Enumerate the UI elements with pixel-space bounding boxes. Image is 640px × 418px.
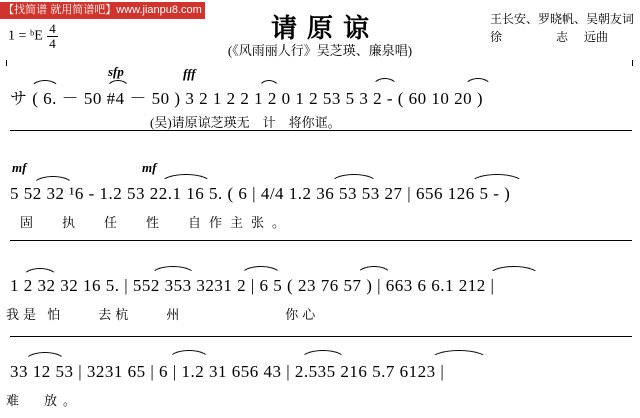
song-subtitle: (《风雨丽人行》吴芝瑛、廉泉唱) [227, 43, 413, 58]
page-title: 请原谅 [270, 14, 379, 43]
slur [24, 352, 66, 362]
site-watermark-banner: 【找简谱 就用简谱吧】www.jianpu8.com [0, 2, 205, 19]
key-signature-text: 1 = ᵇE [8, 28, 43, 44]
right-margin-rule [632, 60, 633, 66]
slur [488, 266, 540, 276]
composer-given: 志 [556, 30, 569, 44]
dynamic-sfp: sfp [108, 64, 124, 79]
slur [430, 350, 488, 360]
slur [356, 266, 392, 276]
lyrics-line-3: 我是 怕 去杭 州 你心 [6, 307, 320, 322]
music-system-3 [0, 262, 640, 322]
dynamic-mf-b: mf [142, 160, 157, 175]
lyrics-line-2: 固 执 任 性 自作主张。 [20, 215, 294, 230]
slur [300, 350, 346, 360]
slur [160, 174, 212, 184]
slur [470, 174, 524, 184]
lyrics-line-1: (吴)请原谅芝瑛无 计 将你诓。 [150, 115, 341, 130]
dynamic-fff: fff [183, 66, 196, 81]
music-system-2 [0, 160, 640, 230]
music-system-4 [0, 348, 640, 408]
credit-composer [490, 28, 634, 46]
slur [330, 174, 378, 184]
music-system-1 [0, 60, 640, 130]
slur [150, 266, 196, 276]
notation-line-3: 1 2 32 32 16 5. | 552 353 3231 2 | 6 5 ( 23 76 57 ) | 663 6 6.1 212 | [10, 276, 495, 295]
left-margin-rule [6, 60, 7, 66]
notation-line-4: 33 12 53 | 3231 65 | 6 | 1.2 31 656 43 | 2.535 216 5.7 6123 | [10, 362, 445, 381]
time-signature-denominator: 4 [49, 35, 56, 51]
system-rule [10, 130, 632, 131]
system-rule [10, 336, 632, 337]
slur [168, 350, 210, 360]
notation-line-2: 5 52 32 ¹6 - 1.2 53 22.1 16 5. ( 6 | 4/4 1.2 36 53 53 27 | 656 126 5 - ) [10, 184, 511, 203]
dynamic-mf-a: mf [12, 160, 27, 175]
time-signature-numerator: 4 [49, 21, 56, 36]
composer-role: 远曲 [584, 30, 609, 44]
slur [240, 266, 282, 276]
lyrics-line-4: 难 放。 [6, 393, 83, 408]
credits [490, 10, 634, 46]
notation-line-1: サ ( 6. － 50 #4 － 50 ) 3 2 1 2 2 1 2 0 1 2 53 5 3 2 - ( 60 10 20 ) [10, 89, 484, 108]
system-rule [10, 240, 632, 241]
composer-surname: 徐 [489, 30, 502, 44]
credit-lyricists: 王长安、罗晓帆、吴朝友词 [489, 12, 634, 26]
